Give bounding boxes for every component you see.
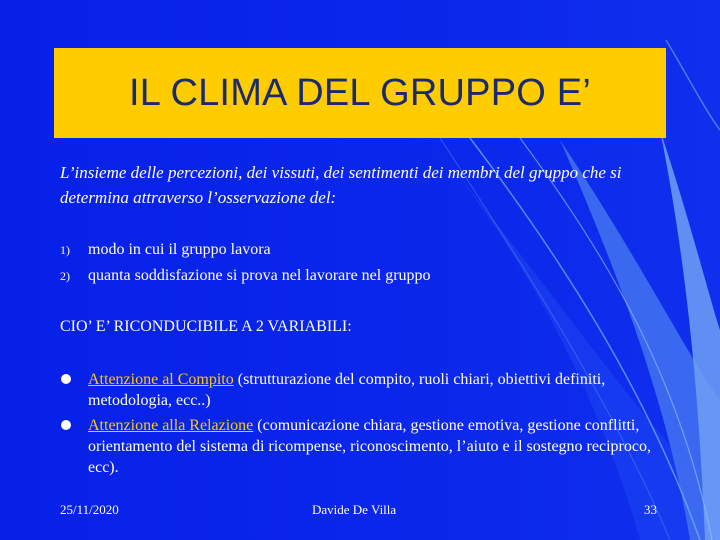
footer-author: Davide De Villa	[312, 502, 397, 517]
bullet-dot-icon	[60, 369, 88, 390]
item-number: 2)	[60, 269, 70, 283]
bullet-list	[60, 369, 660, 482]
numbered-item	[60, 237, 660, 263]
numbered-item	[60, 263, 660, 289]
intro-text: L’insieme delle percezioni, dei vissuti, dei sentimenti dei membri del gruppo che si determina attraverso l’osservazione del:	[60, 163, 622, 207]
item-text: quanta soddisfazione si prova nel lavorare nel gruppo	[88, 267, 431, 284]
item-text: modo in cui il gruppo lavora	[88, 241, 271, 258]
bullet-item	[60, 369, 660, 411]
bullet-text	[88, 415, 660, 478]
item-number: 1)	[60, 243, 70, 257]
bullet-highlight: Attenzione alla Relazione	[88, 417, 254, 434]
title-box	[54, 48, 666, 138]
footer-page-number: 33	[644, 502, 657, 517]
bullet-highlight: Attenzione al Compito	[88, 371, 234, 388]
bullet-rest: (comunicazione chiara, gestione emotiva, gestione conflitti, orientamento del sistema di ricompense, riconoscimento, l’aiuto e il sostegno reciproco, ecc).	[88, 417, 651, 476]
numbered-list	[60, 237, 660, 289]
variables-heading: CIO’ E’ RICONDUCIBILE A 2 VARIABILI:	[60, 318, 352, 335]
curve-line-top	[666, 40, 720, 130]
bullet-rest: (strutturazione del compito, ruoli chiari, obiettivi definiti, metodologia, ecc..)	[88, 371, 606, 409]
slide-title: IL CLIMA DEL GRUPPO E’	[129, 71, 591, 114]
bullet-text	[88, 369, 660, 411]
bullet-item	[60, 415, 660, 478]
footer-date: 25/11/2020	[60, 502, 119, 517]
bullet-dot-icon	[60, 415, 88, 436]
